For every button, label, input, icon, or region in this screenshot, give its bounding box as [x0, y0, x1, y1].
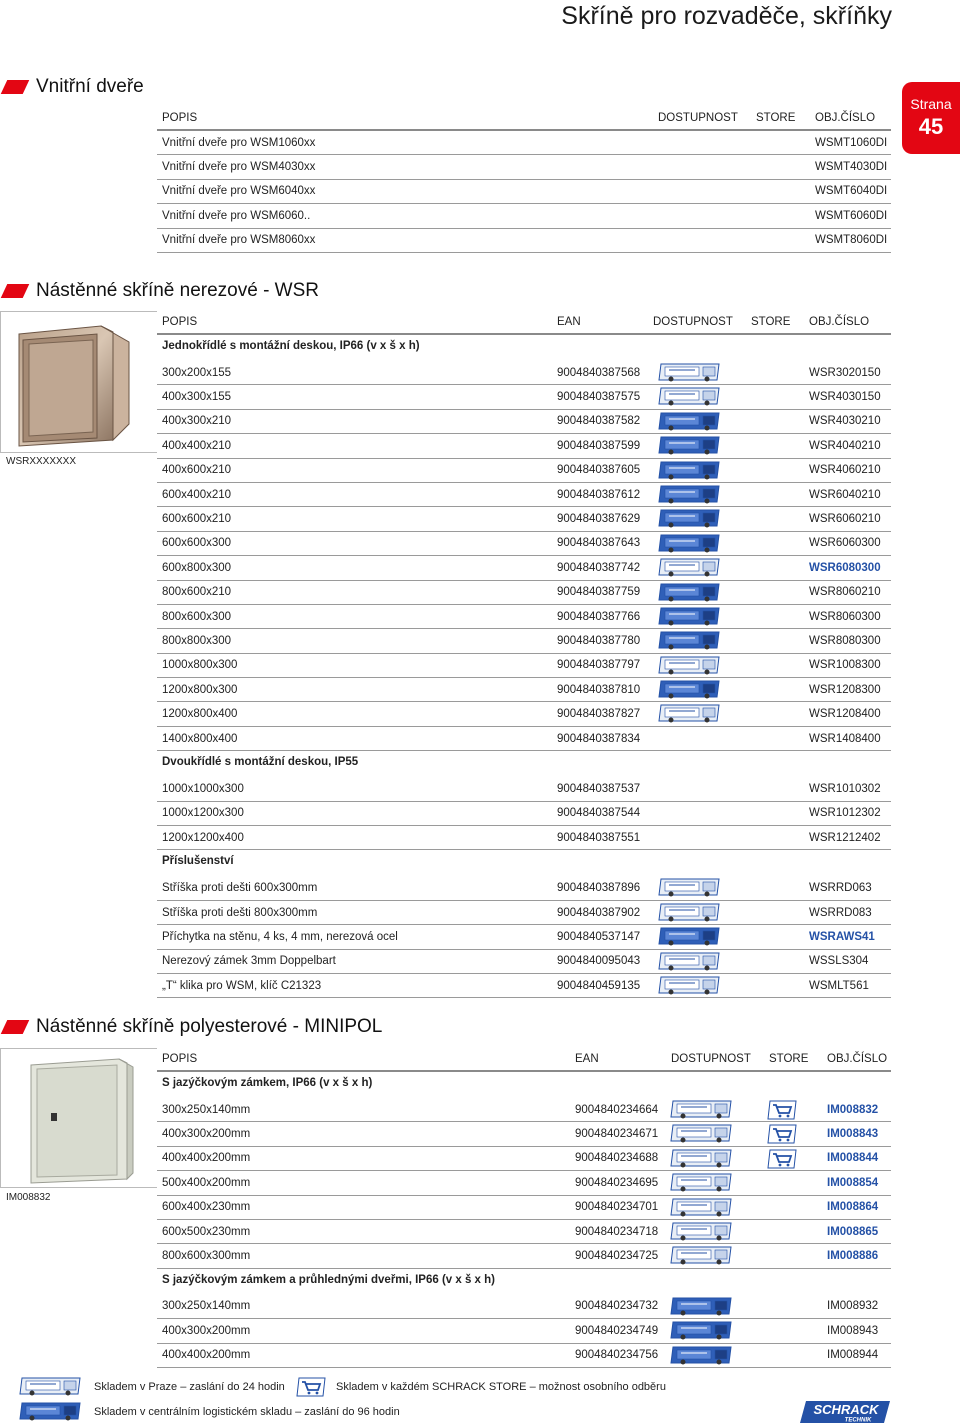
group-heading-text: Jednokřídlé s montážní deskou, IP66 (v x š x h): [162, 340, 420, 352]
cell-order-number: WSR3020150: [809, 366, 881, 379]
cell-description: 1200x1200x400: [162, 831, 244, 844]
cell-order-number: IM008886: [827, 1250, 879, 1263]
cell-order-number: WSR6040210: [809, 488, 881, 501]
delivery-truck-icon: [18, 1377, 82, 1397]
delivery-truck-icon: [657, 583, 721, 603]
table-row: [157, 629, 891, 653]
cell-ean: 9004840234671: [575, 1128, 659, 1141]
cell-description: 400x300x200mm: [162, 1128, 251, 1141]
cell-order-number: IM008932: [827, 1300, 879, 1313]
cell-description: 600x500x230mm: [162, 1225, 251, 1238]
table-row: [157, 1122, 891, 1146]
cell-order-number: WSR1008300: [809, 659, 881, 672]
cell-order-number: WSR1010302: [809, 782, 881, 795]
group-heading: [157, 1269, 891, 1291]
header-popis: POPIS: [162, 112, 198, 124]
cell-description: 800x600x300: [162, 610, 232, 623]
table-row: [157, 1344, 891, 1368]
cell-order-number: WSR4060210: [809, 464, 881, 477]
cell-ean: 9004840234695: [575, 1176, 659, 1189]
table-row: [157, 229, 891, 253]
delivery-truck-icon: [669, 1124, 733, 1144]
section-marker: [1, 80, 30, 94]
svg-text:SCHRACK: SCHRACK: [813, 1402, 879, 1417]
delivery-truck-icon: [669, 1222, 733, 1242]
table-row: [157, 654, 891, 678]
section-title-text: Nástěnné skříně nerezové - WSR: [36, 280, 320, 301]
table-header: [157, 1048, 891, 1072]
delivery-truck-icon: [657, 607, 721, 627]
cell-order-number: WSR1212402: [809, 831, 881, 844]
cell-order-number: WSR6060300: [809, 537, 881, 550]
cell-description: 1000x800x300: [162, 659, 238, 672]
header-store: STORE: [751, 316, 791, 328]
cell-description: 500x400x200mm: [162, 1176, 251, 1189]
cell-order-number: IM008854: [827, 1176, 879, 1189]
cell-ean: 9004840387902: [557, 906, 641, 919]
cell-description: „T“ klika pro WSM, klíč C21323: [162, 979, 322, 992]
table-row: [157, 131, 891, 155]
delivery-truck-icon: [657, 878, 721, 898]
cell-ean: 9004840387643: [557, 537, 641, 550]
header-ean: EAN: [575, 1053, 599, 1065]
group-heading-text: S jazýčkovým zámkem a průhlednými dveřmi, IP66 (v x š x h): [162, 1273, 496, 1286]
cell-description: Vnitřní dveře pro WSM8060xx: [162, 234, 316, 247]
cell-ean: 9004840234701: [575, 1201, 659, 1214]
header-popis: POPIS: [162, 1053, 198, 1065]
table-minipol: [157, 1048, 891, 1368]
table-row: [157, 1244, 891, 1268]
cell-ean: 9004840387780: [557, 634, 641, 647]
cell-ean: 9004840095043: [557, 955, 641, 968]
table-row: [157, 1098, 891, 1122]
delivery-truck-icon: [669, 1149, 733, 1169]
table-row: [157, 901, 891, 925]
header-popis: POPIS: [162, 316, 198, 328]
cell-description: 300x250x140mm: [162, 1300, 251, 1313]
table-row: [157, 155, 891, 179]
cell-description: 1000x1200x300: [162, 807, 244, 820]
cell-description: 400x300x200mm: [162, 1324, 251, 1337]
delivery-truck-icon: [657, 656, 721, 676]
table-wsr: [157, 311, 891, 998]
cell-order-number: IM008843: [827, 1128, 879, 1141]
cell-ean: 9004840387797: [557, 659, 641, 672]
cell-description: 300x250x140mm: [162, 1103, 251, 1116]
group-heading: [157, 850, 891, 872]
table-row: [157, 1196, 891, 1220]
table-row: [157, 434, 891, 458]
cell-ean: 9004840387605: [557, 464, 641, 477]
schrack-logo: [800, 1401, 890, 1423]
header-obj-cislo: OBJ.ČÍSLO: [827, 1053, 888, 1065]
cell-description: Stříška proti dešti 800x300mm: [162, 906, 318, 919]
table-row: [157, 974, 891, 998]
page-tab: [902, 82, 960, 154]
table-row: [157, 1295, 891, 1319]
table-row: [157, 826, 891, 850]
cell-ean: 9004840387612: [557, 488, 641, 501]
delivery-truck-icon: [657, 976, 721, 996]
cell-description: Nerezový zámek 3mm Doppelbart: [162, 955, 336, 968]
table-row: [157, 1220, 891, 1244]
delivery-truck-icon: [657, 558, 721, 578]
delivery-truck-icon: [18, 1402, 82, 1422]
cell-ean: 9004840387568: [557, 366, 641, 379]
cell-description: 600x400x230mm: [162, 1201, 251, 1214]
legend-text: Skladem v každém SCHRACK STORE – možnost osobního odběru: [336, 1381, 666, 1393]
table-row: [157, 876, 891, 900]
cell-ean: 9004840234732: [575, 1300, 659, 1313]
cell-ean: 9004840387759: [557, 586, 641, 599]
table-row: [157, 532, 891, 556]
table-row: [157, 581, 891, 605]
cell-order-number: WSR6060210: [809, 513, 881, 526]
cell-description: 600x600x300: [162, 537, 232, 550]
delivery-truck-icon: [657, 485, 721, 505]
legend-text: Skladem v Praze – zaslání do 24 hodin: [94, 1381, 285, 1393]
cell-order-number: WSMT6040DI: [815, 185, 888, 198]
image-caption: WSRXXXXXXX: [6, 456, 77, 467]
table-row: [157, 361, 891, 385]
section-title-text: Vnitřní dveře: [36, 76, 144, 97]
cell-description: 400x400x210: [162, 439, 232, 452]
tab-number: 45: [918, 114, 944, 139]
svg-text:TECHNIK: TECHNIK: [844, 1417, 872, 1423]
cell-order-number: WSR8080300: [809, 634, 881, 647]
legend-text: Skladem v centrálním logistickém skladu – zaslání do 96 hodin: [94, 1406, 400, 1418]
image-caption: IM008832: [6, 1192, 51, 1203]
table-header: [157, 311, 891, 335]
product-image-minipol: [0, 1048, 157, 1188]
cell-ean: 9004840387742: [557, 561, 641, 574]
cell-ean: 9004840537147: [557, 930, 641, 943]
cell-description: 600x600x210: [162, 513, 232, 526]
header-ean: EAN: [557, 316, 581, 328]
cell-description: 800x600x300mm: [162, 1250, 251, 1263]
cell-order-number: WSR4030150: [809, 391, 881, 404]
cell-order-number: WSR8060210: [809, 586, 881, 599]
cell-order-number: WSR1208400: [809, 708, 881, 721]
cell-description: 1200x800x400: [162, 708, 238, 721]
cell-order-number: WSSLS304: [809, 955, 869, 968]
cell-ean: 9004840234688: [575, 1152, 659, 1165]
delivery-truck-icon: [657, 903, 721, 923]
delivery-truck-icon: [669, 1198, 733, 1218]
cell-description: 800x600x210: [162, 586, 232, 599]
delivery-truck-icon: [657, 363, 721, 383]
cell-ean: 9004840387599: [557, 439, 641, 452]
section-marker: [1, 284, 30, 298]
section-title-minipol: [0, 1016, 382, 1038]
cell-order-number: WSRRD083: [809, 906, 872, 919]
cell-order-number: IM008943: [827, 1324, 879, 1337]
table-row: [157, 727, 891, 751]
cell-description: 400x600x210: [162, 464, 232, 477]
delivery-truck-icon: [669, 1173, 733, 1193]
header-dostupnost: DOSTUPNOST: [658, 112, 738, 124]
cell-order-number: IM008844: [827, 1152, 879, 1165]
cell-order-number: WSMLT561: [809, 979, 869, 992]
tab-label: Strana: [910, 96, 952, 112]
shopping-cart-icon: [296, 1377, 328, 1397]
cell-ean: 9004840387766: [557, 610, 641, 623]
cell-order-number: WSMT6060DI: [815, 209, 888, 222]
cell-description: 1400x800x400: [162, 732, 238, 745]
delivery-truck-icon: [669, 1321, 733, 1341]
cell-order-number: WSR8060300: [809, 610, 881, 623]
cell-ean: 9004840387629: [557, 513, 641, 526]
table-row: [157, 925, 891, 949]
cell-order-number: IM008832: [827, 1103, 879, 1116]
cell-ean: 9004840234725: [575, 1250, 659, 1263]
cell-description: 400x300x155: [162, 391, 232, 404]
header-store: STORE: [769, 1053, 809, 1065]
cell-description: 1000x1000x300: [162, 782, 244, 795]
cell-ean: 9004840234664: [575, 1103, 659, 1116]
cell-description: 800x800x300: [162, 634, 232, 647]
table-row: [157, 1319, 891, 1343]
table-row: [157, 556, 891, 580]
table-row: [157, 802, 891, 826]
cell-ean: 9004840387896: [557, 882, 641, 895]
table-row: [157, 1147, 891, 1171]
legend-store: [296, 1377, 666, 1397]
product-image-wsr: [0, 311, 157, 453]
cell-description: 600x400x210: [162, 488, 232, 501]
table-row: [157, 483, 891, 507]
cell-ean: 9004840234718: [575, 1225, 659, 1238]
delivery-truck-icon: [657, 704, 721, 724]
cell-order-number: WSRRD063: [809, 882, 872, 895]
cell-order-number: WSRAWS41: [809, 930, 875, 943]
cell-ean: 9004840387537: [557, 782, 641, 795]
shopping-cart-icon: [767, 1124, 797, 1144]
cell-ean: 9004840387551: [557, 831, 641, 844]
cell-description: 1200x800x300: [162, 683, 238, 696]
cell-ean: 9004840387582: [557, 415, 641, 428]
cell-description: 600x800x300: [162, 561, 232, 574]
cell-description: 300x200x155: [162, 366, 232, 379]
header-dostupnost: DOSTUPNOST: [653, 316, 733, 328]
legend-central: [18, 1402, 400, 1422]
delivery-truck-icon: [669, 1346, 733, 1366]
table-row: [157, 678, 891, 702]
table-row: [157, 459, 891, 483]
table-row: [157, 204, 891, 228]
table-row: [157, 385, 891, 409]
table-row: [157, 1171, 891, 1195]
cell-order-number: WSR4040210: [809, 439, 881, 452]
cell-order-number: WSR4030210: [809, 415, 881, 428]
section-title-text: Nástěnné skříně polyesterové - MINIPOL: [36, 1016, 383, 1037]
cell-ean: 9004840459135: [557, 979, 641, 992]
delivery-truck-icon: [657, 387, 721, 407]
group-heading: [157, 751, 891, 773]
section-title-wsr: [0, 280, 319, 302]
section-title-vnitrni-dvere: [0, 76, 144, 98]
delivery-truck-icon: [657, 680, 721, 700]
cell-ean: 9004840234756: [575, 1349, 659, 1362]
shopping-cart-icon: [767, 1100, 797, 1120]
cell-order-number: WSMT4030DI: [815, 161, 888, 174]
table-row: [157, 605, 891, 629]
section-marker: [1, 1020, 30, 1034]
cell-order-number: WSMT8060DI: [815, 234, 888, 247]
cell-description: Stříška proti dešti 600x300mm: [162, 882, 318, 895]
group-heading: [157, 1072, 891, 1094]
header-dostupnost: DOSTUPNOST: [671, 1053, 751, 1065]
cell-order-number: WSR1012302: [809, 807, 881, 820]
table-header: [157, 107, 891, 131]
delivery-truck-icon: [657, 412, 721, 432]
cell-order-number: WSR6080300: [809, 561, 881, 574]
table-row: [157, 950, 891, 974]
delivery-truck-icon: [657, 436, 721, 456]
table-row: [157, 507, 891, 531]
cell-order-number: WSR1408400: [809, 732, 881, 745]
header-store: STORE: [756, 112, 796, 124]
group-heading-text: S jazýčkovým zámkem, IP66 (v x š x h): [162, 1077, 373, 1089]
cell-ean: 9004840234749: [575, 1324, 659, 1337]
table-row: [157, 180, 891, 204]
cell-ean: 9004840387544: [557, 807, 641, 820]
cell-ean: 9004840387827: [557, 708, 641, 721]
cell-description: Vnitřní dveře pro WSM4030xx: [162, 161, 316, 174]
delivery-truck-icon: [669, 1246, 733, 1266]
delivery-truck-icon: [657, 509, 721, 529]
stainless-cabinet-illustration: [1, 312, 158, 454]
table-vnitrni-dvere: [157, 107, 891, 253]
cell-ean: 9004840387810: [557, 683, 641, 696]
cell-description: Vnitřní dveře pro WSM6060..: [162, 209, 311, 222]
cell-order-number: WSR1208300: [809, 683, 881, 696]
delivery-truck-icon: [657, 927, 721, 947]
cell-description: Příchytka na stěnu, 4 ks, 4 mm, nerezová ocel: [162, 930, 398, 943]
delivery-truck-icon: [657, 631, 721, 651]
table-row: [157, 410, 891, 434]
shopping-cart-icon: [767, 1149, 797, 1169]
page-title: Skříně pro rozvaděče, skříňky: [561, 2, 892, 30]
cell-description: Vnitřní dveře pro WSM1060xx: [162, 136, 316, 149]
cell-description: Vnitřní dveře pro WSM6040xx: [162, 185, 316, 198]
cell-order-number: IM008944: [827, 1349, 879, 1362]
cell-order-number: IM008865: [827, 1225, 879, 1238]
cell-ean: 9004840387834: [557, 732, 641, 745]
group-heading: [157, 335, 891, 357]
header-obj-cislo: OBJ.ČÍSLO: [815, 112, 876, 124]
table-row: [157, 702, 891, 726]
cell-description: 400x400x200mm: [162, 1349, 251, 1362]
cell-ean: 9004840387575: [557, 391, 641, 404]
polyester-cabinet-illustration: [1, 1049, 158, 1189]
table-row: [157, 777, 891, 801]
cell-order-number: IM008864: [827, 1201, 879, 1214]
delivery-truck-icon: [657, 534, 721, 554]
delivery-truck-icon: [657, 461, 721, 481]
delivery-truck-icon: [669, 1297, 733, 1317]
cell-description: 400x400x200mm: [162, 1152, 251, 1165]
legend-prague: [18, 1377, 285, 1397]
cell-order-number: WSMT1060DI: [815, 136, 888, 149]
header-obj-cislo: OBJ.ČÍSLO: [809, 316, 870, 328]
group-heading-text: Dvoukřídlé s montážní deskou, IP55: [162, 756, 359, 769]
cell-description: 400x300x210: [162, 415, 232, 428]
group-heading-text: Příslušenství: [162, 855, 234, 868]
delivery-truck-icon: [669, 1100, 733, 1120]
delivery-truck-icon: [657, 952, 721, 972]
